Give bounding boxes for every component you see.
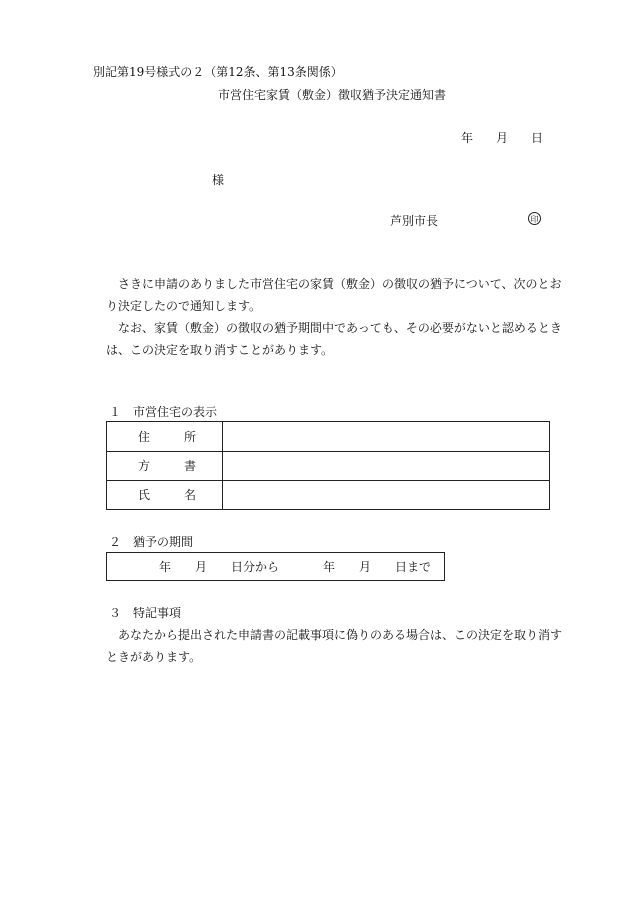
from-day: 日分から	[231, 560, 280, 574]
label-name-b: 名	[184, 488, 197, 502]
table-row-address	[107, 422, 549, 451]
label-address-a: 住	[138, 430, 151, 444]
label-katagaki-a: 方	[138, 459, 151, 473]
body-paragraph-2: なお、家賃（敷金）の徴収の猶予期間中であっても、その必要がないと認めるときは、この決定を取り消すことがあります。	[106, 321, 562, 357]
section3-heading: ３ 特記事項	[109, 606, 182, 620]
document-title: 市営住宅家賃（敷金）徴収猶予決定通知書	[218, 88, 447, 102]
body-text	[106, 273, 572, 361]
date-day: 日	[531, 131, 544, 145]
to-month: 月	[359, 560, 372, 574]
issuer-name: 芦別市長	[390, 214, 439, 228]
addressee-suffix: 様	[212, 173, 225, 187]
date-year: 年	[461, 131, 474, 145]
section3-text: あなたから提出された申請書の記載事項に偽りのある場合は、この決定を取り消すときがあります。	[106, 628, 563, 664]
label-name-a: 氏	[138, 488, 151, 502]
deferral-period-box	[106, 552, 445, 581]
housing-table	[106, 421, 550, 510]
to-day: 日まで	[395, 560, 432, 574]
from-month: 月	[195, 560, 208, 574]
date-month: 月	[496, 131, 509, 145]
form-reference: 別記第19号様式の２（第12条、第13条関係）	[93, 65, 343, 79]
to-year: 年	[323, 560, 336, 574]
section1-heading: １ 市営住宅の表示	[109, 405, 218, 419]
table-row-katagaki	[107, 451, 549, 480]
label-address-b: 所	[184, 430, 197, 444]
body-paragraph-1: さきに申請のありました市営住宅の家賃（敷金）の徴収の猶予について、次のとおり決定したので通知します。	[106, 277, 562, 313]
table-row-name	[107, 480, 549, 509]
section3-body	[106, 624, 572, 668]
from-year: 年	[159, 560, 172, 574]
section2-heading: ２ 猶予の期間	[109, 535, 194, 549]
seal-icon: 印	[528, 212, 541, 225]
label-katagaki-b: 書	[184, 459, 197, 473]
